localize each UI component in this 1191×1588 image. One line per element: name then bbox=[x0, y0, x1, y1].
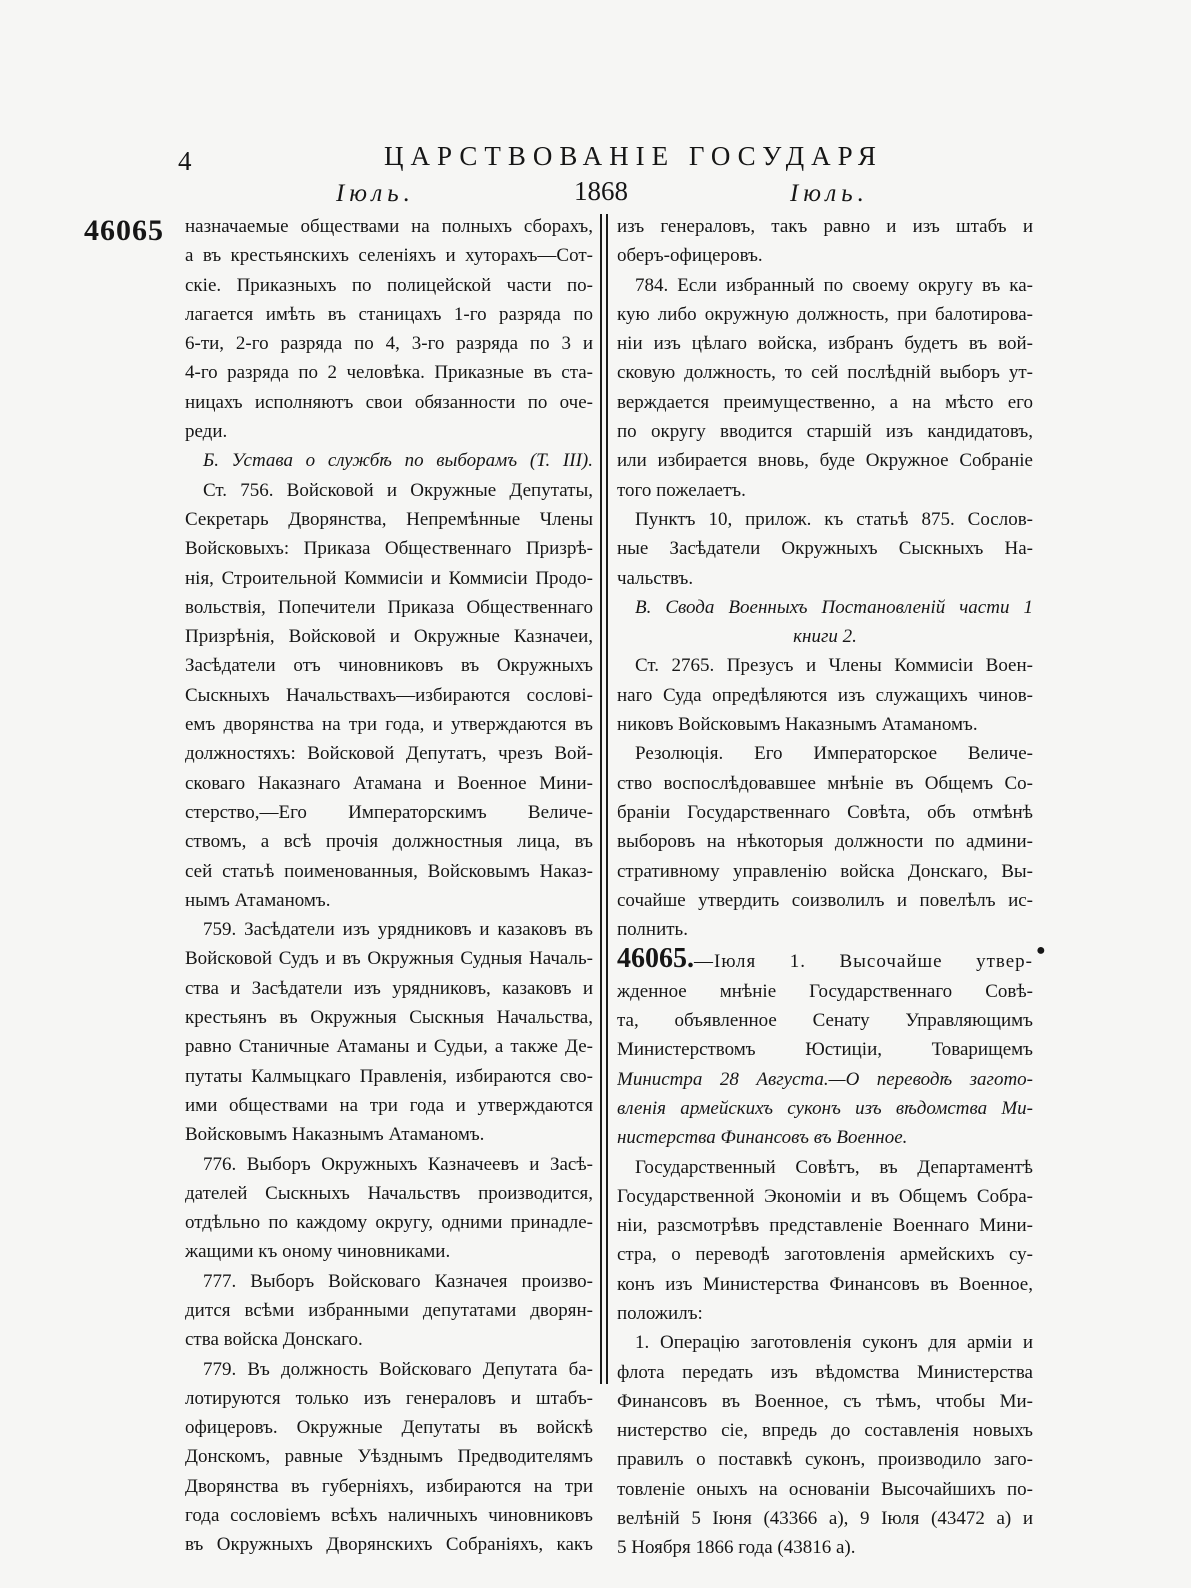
right-column-line: того пожелаетъ. bbox=[617, 479, 746, 501]
left-column-line: реди. bbox=[185, 421, 228, 443]
left-column-line: ствомъ, а всѣ прочія должностныя лица, въ bbox=[185, 831, 593, 853]
right-column-line: стра, о переводѣ заготовленія армейскихъ су- bbox=[617, 1244, 1033, 1266]
right-column-line: Государственный Совѣтъ, въ Департаментѣ bbox=[635, 1156, 1033, 1178]
ordinance-heading: —Іюля 1. Высочайше утвер- bbox=[694, 951, 1033, 973]
right-column-line: верждается преимущественно, а на мѣсто его bbox=[617, 391, 1033, 413]
left-column-line: жащими къ оному чиновниками. bbox=[185, 1241, 451, 1263]
left-column-line: сковаго Наказнаго Атамана и Военное Мини- bbox=[185, 772, 593, 794]
right-column-line: правилъ о поставкѣ суконъ, производило заго- bbox=[617, 1449, 1033, 1471]
left-column-line: 6-ти, 2-го разряда по 4, 3-го разряда по 3 и bbox=[185, 333, 593, 355]
right-column-line: вленія армейскихъ суконъ изъ вѣдомства Ми- bbox=[617, 1097, 1033, 1119]
left-column-line: должностяхъ: Войсковой Депутатъ, чрезъ Вой- bbox=[185, 743, 593, 765]
left-column-line: Б. Устава о службѣ по выборамъ (Т. III). bbox=[203, 450, 593, 472]
left-column-line: Войсковыхъ: Приказа Общественнаго Призрѣ- bbox=[185, 538, 593, 560]
column-divider-left bbox=[600, 214, 602, 1384]
left-column-line: назначаемые обществами на полныхъ сборахъ, bbox=[185, 216, 593, 237]
right-column-line: чальствъ. bbox=[617, 567, 694, 589]
right-column-line: ство воспослѣдовавшее мнѣніе въ Общемъ Со- bbox=[617, 772, 1033, 794]
right-column-line: 5 Ноября 1866 года (43816 а). bbox=[617, 1537, 856, 1559]
right-column-line: Пунктъ 10, прилож. къ статьѣ 875. Сослов- bbox=[635, 508, 1033, 530]
left-column-line: нымъ Атаманомъ. bbox=[185, 889, 331, 911]
month-left: Iюль. bbox=[336, 180, 415, 207]
year: 1868 bbox=[574, 176, 628, 206]
left-column-line: а въ крестьянскихъ селеніяхъ и хуторахъ—Сот- bbox=[185, 245, 593, 267]
right-column-line: браніи Государственнаго Совѣта, объ отмѣнѣ bbox=[617, 801, 1033, 823]
left-column-line: лагается имѣть въ станицахъ 1-го разряда по bbox=[185, 303, 593, 325]
right-column-line: товленіе оныхъ на основаніи Высочайшихъ по- bbox=[617, 1478, 1033, 1500]
left-column-line: офицеровъ. Окружные Депутаты въ войскѣ bbox=[185, 1417, 593, 1439]
left-column-line: равно Станичные Атаманы и Судьи, а также Де- bbox=[185, 1036, 593, 1058]
right-column-line: Финансовъ въ Военное, съ тѣмъ, чтобы Ми- bbox=[617, 1390, 1033, 1412]
left-column-line: отдѣльно по каждому округу, одними принадле- bbox=[185, 1212, 593, 1234]
right-column-line: конъ изъ Министерства Финансовъ въ Военное, bbox=[617, 1273, 1033, 1295]
right-column-line: изъ генераловъ, такъ равно и изъ штабъ и bbox=[617, 216, 1033, 237]
left-column-line: 4-го разряда по 2 человѣка. Приказные въ ста- bbox=[185, 362, 593, 384]
left-column-line: Войсковымъ Наказнымъ Атаманомъ. bbox=[185, 1124, 485, 1146]
left-column-line: 759. Засѣдатели изъ урядниковъ и казаковъ въ bbox=[203, 919, 593, 941]
law-number-margin: 46065 bbox=[84, 214, 164, 247]
right-column-line: флота передать изъ вѣдомства Министерства bbox=[617, 1361, 1033, 1383]
right-column bbox=[617, 212, 1033, 1563]
right-column-line: Ст. 2765. Презусъ и Члены Коммисіи Воен- bbox=[635, 655, 1033, 677]
right-column-line: стративному управленію войска Донскаго, Вы- bbox=[617, 860, 1033, 882]
left-column-line: сей статьѣ поименованныя, Войсковымъ Наказ- bbox=[185, 860, 593, 882]
left-column-line: Секретарь Дворянства, Непремѣнные Члены bbox=[185, 508, 593, 530]
right-column-line: или избирается вновь, буде Окружное Собраніе bbox=[617, 450, 1033, 472]
left-column-line: 777. Выборъ Войсковаго Казначея произво- bbox=[203, 1270, 593, 1292]
left-column-line: дателей Сыскныхъ Начальствъ производится, bbox=[185, 1182, 593, 1204]
month-right: Iюль. bbox=[790, 180, 869, 207]
right-column-line: наго Суда опредѣляются изъ служащихъ чинов- bbox=[617, 684, 1033, 706]
left-column-line: емъ дворянства на три года, и утверждаются въ bbox=[185, 714, 593, 736]
right-column-line: по округу вводится старшій изъ кандидатовъ, bbox=[617, 421, 1033, 443]
right-column-line: В. Свода Военныхъ Постановленій части 1 bbox=[635, 596, 1033, 618]
left-column-line: Сыскныхъ Начальствахъ—избираются сослові- bbox=[185, 684, 593, 706]
right-column-line: ніи, разсмотрѣвъ представленіе Военнаго Мини- bbox=[617, 1215, 1033, 1237]
right-column-line: та, объявленное Сенату Управляющимъ bbox=[617, 1010, 1033, 1032]
right-column-line: ные Засѣдатели Окружныхъ Сыскныхъ На- bbox=[617, 538, 1033, 560]
right-column-line bbox=[617, 944, 1033, 976]
right-column-line: полнить. bbox=[617, 919, 688, 941]
right-column-line: нистерства Финансовъ въ Военное. bbox=[617, 1127, 908, 1149]
left-column-line: Ст. 756. Войсковой и Окружные Депутаты, bbox=[203, 479, 593, 501]
page-number: 4 bbox=[178, 146, 192, 176]
left-column-line: скіе. Приказныхъ по полицейской части по- bbox=[185, 274, 593, 296]
column-divider-right bbox=[606, 214, 608, 1384]
left-column-line: стерство,—Его Императорскимъ Величе- bbox=[185, 801, 593, 823]
right-column-line: оберъ-офицеровъ. bbox=[617, 245, 763, 267]
left-column-line: Дворянства въ губерніяхъ, избираются на три bbox=[185, 1475, 593, 1497]
right-column-line: 1. Операцію заготовленія суконъ для арміи и bbox=[635, 1332, 1033, 1354]
right-column-line: 784. Если избранный по своему округу въ ка- bbox=[635, 274, 1033, 296]
right-column-line: положилъ: bbox=[617, 1302, 703, 1324]
left-column-line: лотируются только изъ генераловъ и штабъ- bbox=[185, 1387, 593, 1409]
left-column-line: дится всѣми избранными депутатами дворян- bbox=[185, 1299, 593, 1321]
right-column-line: жденное мнѣніе Государственнаго Совѣ- bbox=[617, 980, 1033, 1002]
left-column-line: путаты Калмыцкаго Правленія, избираются сво- bbox=[185, 1065, 593, 1087]
left-column-line: Призрѣнія, Войсковой и Окружные Казначеи, bbox=[185, 626, 593, 648]
left-column-line: ими обществами на три года и утверждаются bbox=[185, 1094, 593, 1116]
right-column-line: кую либо окружную должность, при балотирова- bbox=[617, 303, 1033, 325]
right-column-line: сочайше утвердить соизволилъ и повелѣлъ ис- bbox=[617, 889, 1033, 911]
right-column-line: Государственной Экономіи и въ Общемъ Собра- bbox=[617, 1185, 1033, 1207]
left-column-line: 779. Въ должность Войсковаго Депутата ба- bbox=[203, 1358, 593, 1380]
left-column-line: ницахъ исполняютъ свои обязанности по оче- bbox=[185, 391, 593, 413]
left-column-line: ства войска Донскаго. bbox=[185, 1329, 363, 1351]
running-title: ЦАРСТВОВАНІЕ ГОСУДАРЯ bbox=[384, 141, 883, 171]
left-column-line: года сословіемъ всѣхъ наличныхъ чиновниковъ bbox=[185, 1505, 593, 1527]
left-column-line: крестьянъ въ Окружныя Сыскныя Начальства, bbox=[185, 1007, 593, 1029]
left-column-line: 776. Выборъ Окружныхъ Казначеевъ и Засѣ- bbox=[203, 1153, 593, 1175]
left-column bbox=[185, 212, 593, 1560]
right-column-line: велѣній 5 Іюня (43366 а), 9 Іюля (43472 а) и bbox=[617, 1508, 1033, 1530]
right-column-line: никовъ Войсковымъ Наказнымъ Атаманомъ. bbox=[617, 714, 978, 736]
right-column-line: Резолюція. Его Императорское Величе- bbox=[635, 743, 1033, 765]
left-column-line: Засѣдатели отъ чиновниковъ въ Окружныхъ bbox=[185, 655, 593, 677]
right-column-line: ніи изъ цѣлаго войска, избранъ будетъ въ вой- bbox=[617, 333, 1033, 355]
right-column-line: Министра 28 Августа.—О переводѣ загото- bbox=[617, 1068, 1033, 1090]
left-column-line: Войсковой Судъ и въ Окружныя Судныя Началь- bbox=[185, 948, 593, 970]
right-column-line: нистерство сіе, впредь до составленія новыхъ bbox=[617, 1420, 1033, 1442]
left-column-line: вольствія, Попечители Приказа Общественнаго bbox=[185, 596, 593, 618]
right-column-line: сковую должность, то сей послѣдній выборъ ут- bbox=[617, 362, 1033, 384]
right-column-line: выборовъ на нѣкоторыя должности по админи- bbox=[617, 831, 1033, 853]
left-column-line: ства и Засѣдатели изъ урядниковъ, казаковъ и bbox=[185, 977, 593, 999]
right-column-line: книги 2. bbox=[793, 626, 857, 648]
right-column-line: Министерствомъ Юстиціи, Товарищемъ bbox=[617, 1039, 1033, 1061]
left-column-line: нія, Строительной Коммисіи и Коммисіи Продо- bbox=[185, 567, 593, 589]
left-column-line: Донскомъ, равные Уѣзднымъ Предводителямъ bbox=[185, 1446, 593, 1468]
margin-dot: ● bbox=[1036, 942, 1046, 959]
ordinance-number: 46065. bbox=[617, 944, 694, 975]
left-column-line: въ Окружныхъ Дворянскихъ Собраніяхъ, какъ bbox=[185, 1534, 593, 1556]
